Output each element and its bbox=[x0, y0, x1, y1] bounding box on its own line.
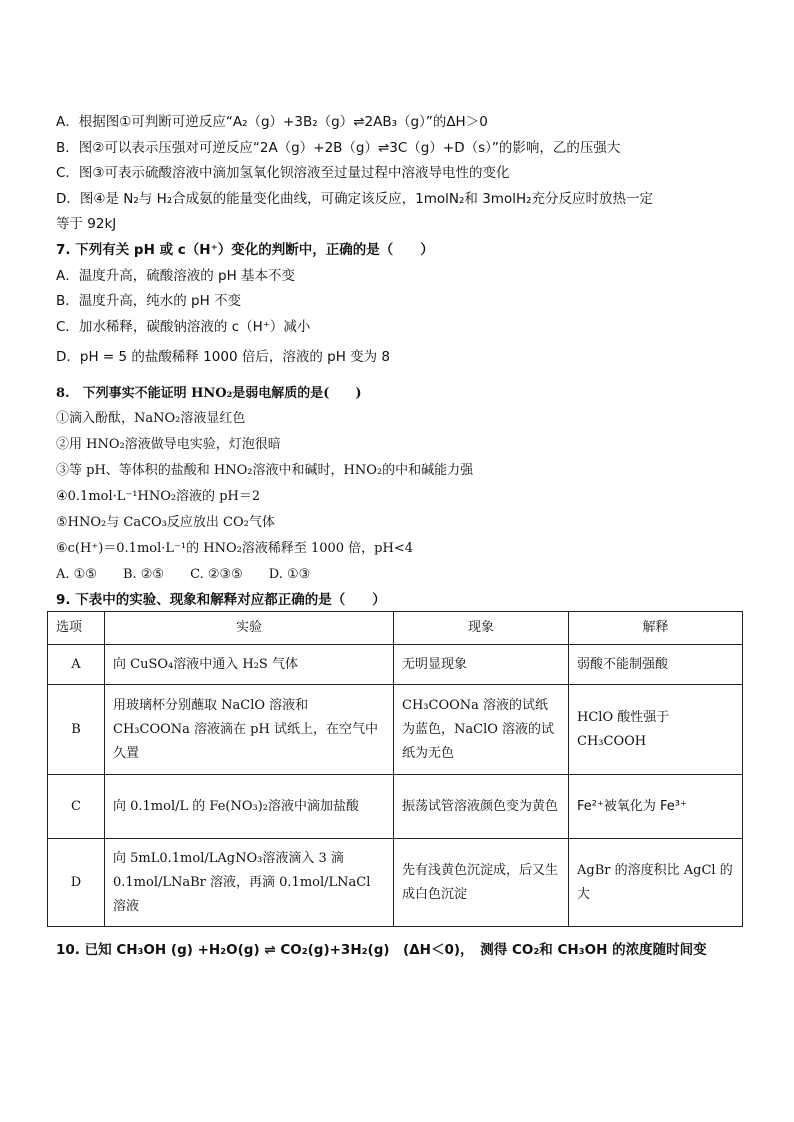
q8-options: A. ①⑤ B. ②⑤ C. ②③⑤ D. ①③ bbox=[56, 567, 311, 582]
row-phenomenon: 振荡试管溶液颜色变为黄色 bbox=[394, 775, 569, 839]
q8-statement-6: ⑥c(H⁺)＝0.1mol·L⁻¹的 HNO₂溶液稀释至 1000 倍，pH<4 bbox=[56, 541, 413, 556]
row-option: A bbox=[48, 645, 105, 685]
row-experiment: 向 0.1mol/L 的 Fe(NO₃)₂溶液中滴加盐酸 bbox=[105, 775, 394, 839]
header-explanation: 解释 bbox=[569, 612, 743, 645]
q6-option-c: C．图③可表示硫酸溶液中滴加氢氧化钡溶液至过量过程中溶液导电性的变化 bbox=[56, 165, 510, 181]
row-phenomenon: CH₃COONa 溶液的试纸为蓝色，NaClO 溶液的试纸为无色 bbox=[394, 685, 569, 775]
q8-statement-2: ②用 HNO₂溶液做导电实验，灯泡很暗 bbox=[56, 437, 281, 452]
header-option: 选项 bbox=[48, 612, 105, 645]
row-explanation: 弱酸不能制强酸 bbox=[569, 645, 743, 685]
row-option: D bbox=[48, 839, 105, 927]
q6-option-a: A．根据图①可判断可逆反应“A₂（g）+3B₂（g）⇌2AB₃（g）”的ΔH＞0 bbox=[56, 114, 488, 130]
q6-option-d-cont: 等于 92kJ bbox=[56, 216, 117, 232]
q6-option-d: D．图④是 N₂与 H₂合成氨的能量变化曲线，可确定该反应，1molN₂和 3molH₂充分反应时放热一定 bbox=[56, 191, 654, 207]
q7-stem: 7. 下列有关 pH 或 c（H⁺）变化的判断中，正确的是（ ） bbox=[56, 242, 434, 258]
row-experiment: 向 5mL0.1mol/LAgNO₃溶液滴入 3 滴 0.1mol/LNaBr 溶液，再滴 0.1mol/LNaCl 溶液 bbox=[105, 839, 394, 927]
table-row bbox=[48, 645, 743, 685]
row-phenomenon: 先有浅黄色沉淀成，后又生成白色沉淀 bbox=[394, 839, 569, 927]
q8-statement-5: ⑤HNO₂与 CaCO₃反应放出 CO₂气体 bbox=[56, 515, 275, 530]
q9-table bbox=[47, 611, 743, 927]
q8-statement-3: ③等 pH、等体积的盐酸和 HNO₂溶液中和碱时，HNO₂的中和碱能力强 bbox=[56, 463, 474, 478]
q7-option-c: C．加水稀释，碳酸钠溶液的 c（H⁺）减小 bbox=[56, 319, 311, 335]
row-phenomenon: 无明显现象 bbox=[394, 645, 569, 685]
q8-stem: 8. 下列事实不能证明 HNO₂是弱电解质的是( ) bbox=[56, 386, 362, 401]
table-row bbox=[48, 839, 743, 927]
q8-statement-4: ④0.1mol·L⁻¹HNO₂溶液的 pH＝2 bbox=[56, 489, 261, 504]
table-row bbox=[48, 775, 743, 839]
row-experiment: 用玻璃杯分别蘸取 NaClO 溶液和 CH₃COONa 溶液滴在 pH 试纸上，在空气中久置 bbox=[105, 685, 394, 775]
q6-option-b: B．图②可以表示压强对可逆反应“2A（g）+2B（g）⇌3C（g）+D（s）”的影响，乙的压强大 bbox=[56, 140, 621, 156]
q7-option-d: D．pH = 5 的盐酸稀释 1000 倍后，溶液的 pH 变为 8 bbox=[56, 349, 391, 365]
header-experiment: 实验 bbox=[105, 612, 394, 645]
row-option: C bbox=[48, 775, 105, 839]
row-explanation: AgBr 的溶度积比 AgCl 的大 bbox=[569, 839, 743, 927]
row-explanation: HClO 酸性强于 CH₃COOH bbox=[569, 685, 743, 775]
row-explanation: Fe²⁺被氧化为 Fe³⁺ bbox=[569, 775, 743, 839]
table-row bbox=[48, 685, 743, 775]
q8-statement-1: ①滴入酚酞，NaNO₂溶液显红色 bbox=[56, 411, 246, 426]
q10-stem: 10. 已知 CH₃OH (g) +H₂O(g) ⇌ CO₂(g)+3H₂(g) (ΔH＜0)， 测得 CO₂和 CH₃OH 的浓度随时间变 bbox=[56, 942, 707, 958]
row-option: B bbox=[48, 685, 105, 775]
table-header-row bbox=[48, 612, 743, 645]
q7-option-b: B．温度升高，纯水的 pH 不变 bbox=[56, 293, 242, 309]
row-experiment: 向 CuSO₄溶液中通入 H₂S 气体 bbox=[105, 645, 394, 685]
q7-option-a: A．温度升高，硫酸溶液的 pH 基本不变 bbox=[56, 268, 296, 284]
header-phenomenon: 现象 bbox=[394, 612, 569, 645]
q9-stem: 9. 下表中的实验、现象和解释对应都正确的是（ ） bbox=[56, 592, 386, 608]
